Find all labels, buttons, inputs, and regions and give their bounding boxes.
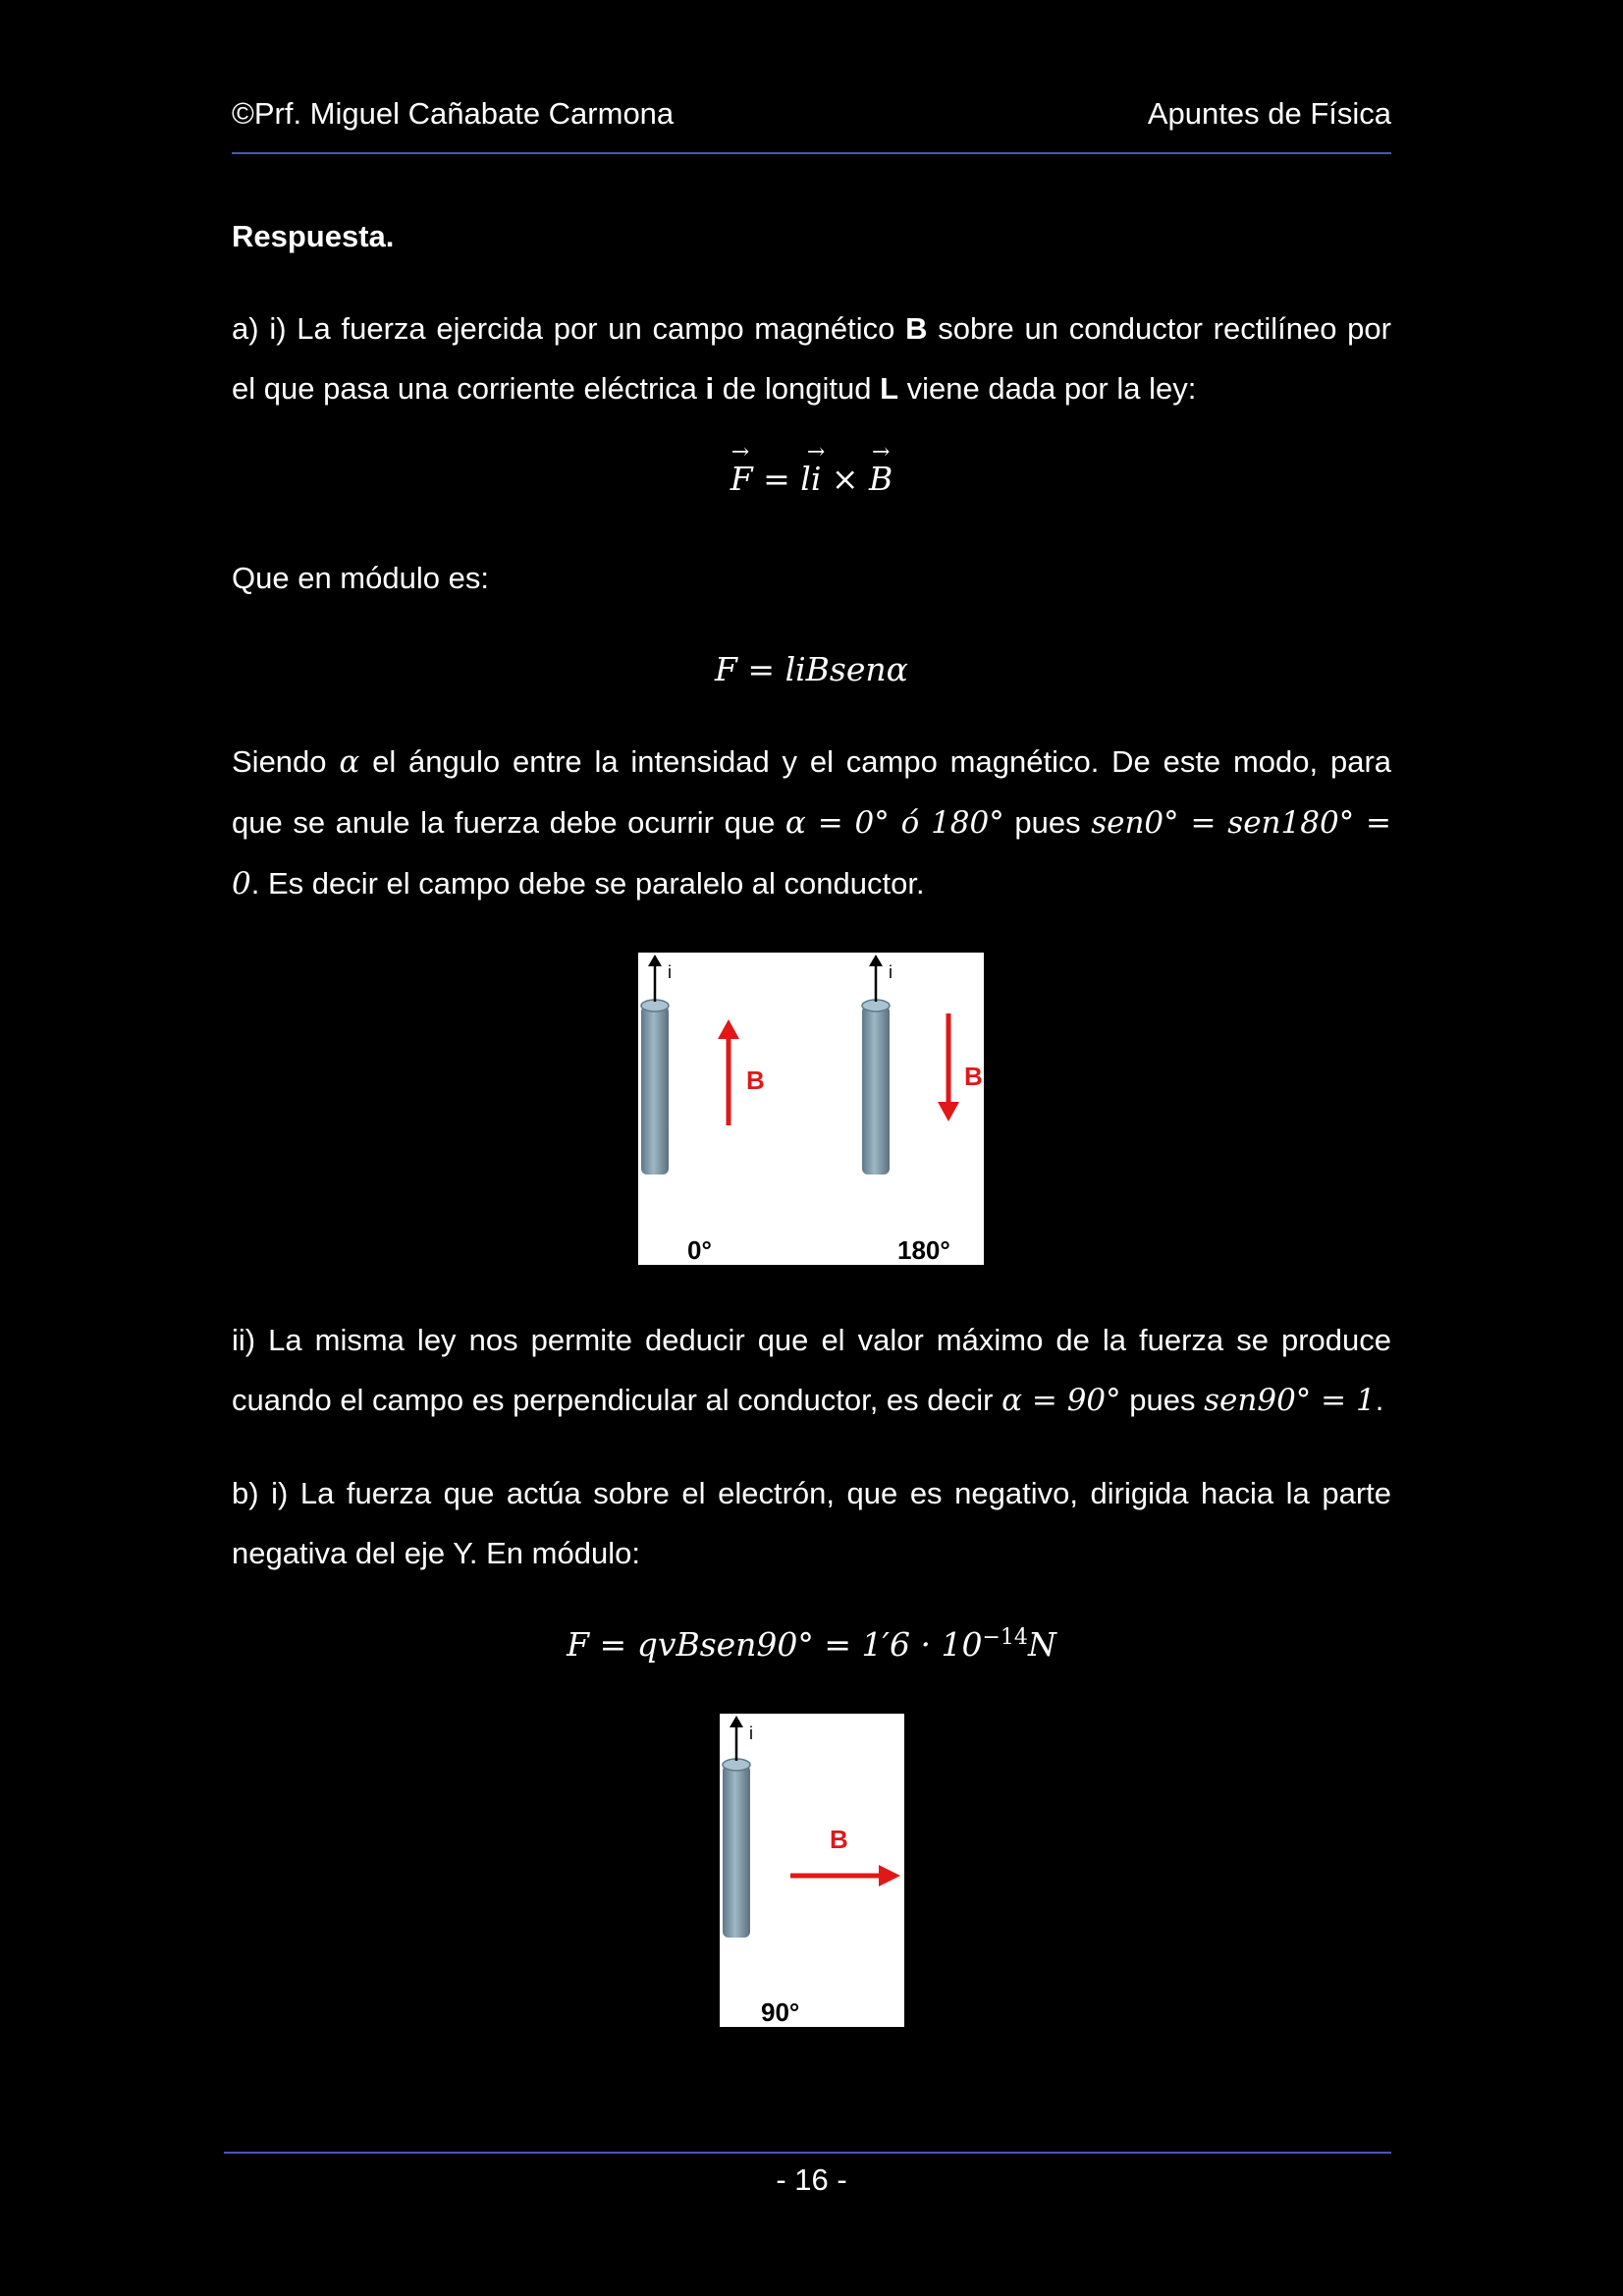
current-arrow-perpendicular xyxy=(730,1716,743,1761)
paragraph-b: b) i) La fuerza que actúa sobre el electrón, que es negativo, dirigida hacia la parte negativa del eje Y. En módulo: xyxy=(232,1476,1391,1570)
modulo-label: Que en módulo es: xyxy=(232,561,489,595)
footer-rule xyxy=(224,2152,1391,2154)
equation-electron-force: F = qvBsen90° = $1'6 \cdot 10^{-14}N$ xyxy=(567,1625,1056,1664)
angle-label-90: 90° xyxy=(761,1997,800,2027)
figure-perpendicular-field-svg xyxy=(720,1714,904,2027)
header-rule xyxy=(232,152,1391,154)
paragraph-alpha: Siendo α el ángulo entre la intensidad y el campo magnético. De este modo, para que se anule la fuerza debe ocurrir que α = 0° ó 180° pues sen0° = sen180° = 0. Es decir el campo debe se paralelo al conductor. xyxy=(232,744,1392,902)
angle-label-0: 0° xyxy=(687,1235,712,1265)
current-label-perpendicular: i xyxy=(749,1723,753,1743)
equation-force-magnitude: F = liBsenα xyxy=(715,650,908,688)
figure-parallel-field xyxy=(638,953,984,1265)
current-arrow-left xyxy=(648,955,662,1002)
paragraph-ii: ii) La misma ley nos permite deducir que el valor máximo de la fuerza se produce cuando el campo es perpendicular al conductor, es decir α = 90° pues sen90° = 1. xyxy=(232,1323,1391,1418)
header-subject: Apuntes de Física xyxy=(1147,96,1391,131)
field-arrow-up xyxy=(718,1019,739,1125)
field-label-perpendicular: B xyxy=(830,1825,848,1854)
current-label-right: i xyxy=(889,962,893,982)
figure-parallel-field-svg xyxy=(638,953,984,1265)
field-label-right: B xyxy=(964,1062,983,1091)
field-arrow-right xyxy=(790,1865,900,1886)
header-author: ©Prf. Miguel Cañabate Carmona xyxy=(232,96,675,131)
figure-perpendicular-field xyxy=(720,1714,904,2027)
conductor-left xyxy=(641,1000,669,1175)
current-label-left: i xyxy=(668,962,672,982)
paragraph-a: a) i) La fuerza ejercida por un campo magnético B sobre un conductor rectilíneo por el que pasa una corriente eléctrica i de longitud L viene dada por la ley: xyxy=(232,311,1391,406)
conductor-perpendicular xyxy=(723,1759,750,1938)
field-label-left: B xyxy=(746,1066,765,1095)
angle-label-180: 180° xyxy=(897,1235,950,1265)
field-arrow-down xyxy=(938,1013,959,1121)
section-title: Respuesta. xyxy=(232,219,395,253)
equation-vector-force: → F = l → i × → B xyxy=(730,440,893,498)
current-arrow-right xyxy=(869,955,883,1002)
page-number: - 16 - xyxy=(776,2162,847,2197)
conductor-right xyxy=(862,1000,890,1175)
